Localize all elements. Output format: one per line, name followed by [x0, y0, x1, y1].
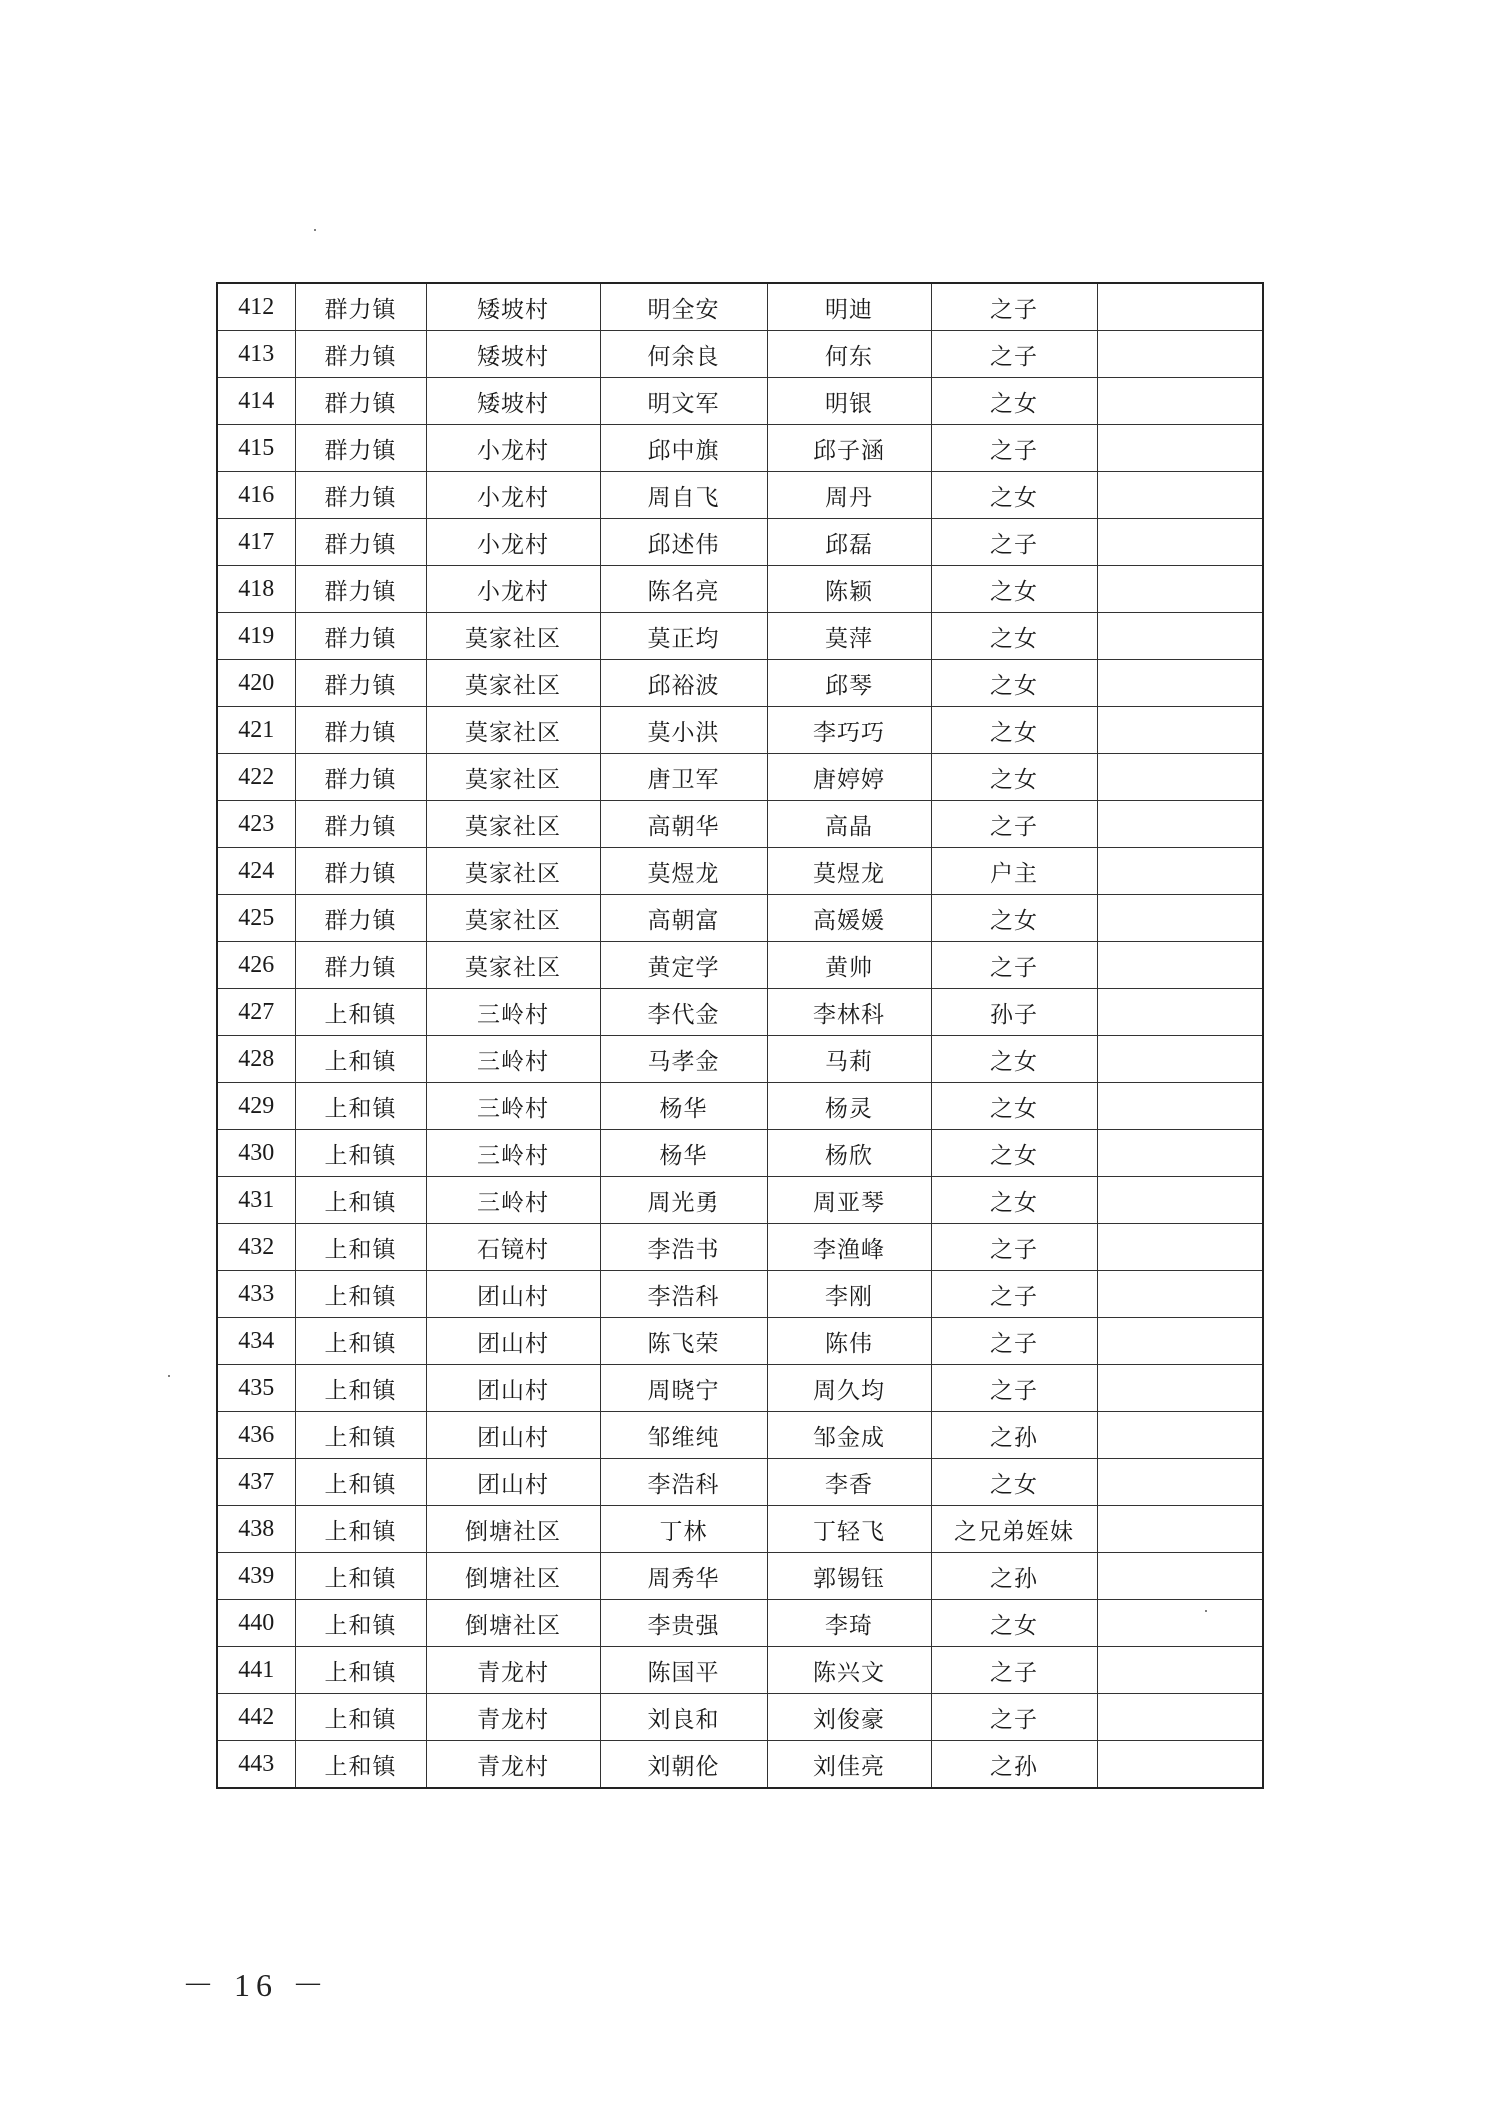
cell-town: 群力镇 — [295, 848, 426, 895]
cell-town: 上和镇 — [295, 1036, 426, 1083]
cell-town: 群力镇 — [295, 613, 426, 660]
table-row — [217, 378, 1263, 425]
cell-village: 青龙村 — [426, 1647, 600, 1694]
cell-row-number: 416 — [217, 472, 295, 519]
cell-remark — [1097, 1036, 1263, 1083]
cell-village: 团山村 — [426, 1412, 600, 1459]
cell-household-head: 李贵强 — [600, 1600, 767, 1647]
table-row — [217, 1412, 1263, 1459]
cell-relation: 之女 — [931, 613, 1097, 660]
table-row — [217, 566, 1263, 613]
cell-household-head: 李代金 — [600, 989, 767, 1036]
cell-relation: 之女 — [931, 754, 1097, 801]
cell-village: 青龙村 — [426, 1694, 600, 1741]
cell-member-name: 高媛媛 — [767, 895, 931, 942]
cell-remark — [1097, 1647, 1263, 1694]
cell-town: 上和镇 — [295, 1647, 426, 1694]
cell-member-name: 邱琴 — [767, 660, 931, 707]
cell-town: 群力镇 — [295, 754, 426, 801]
cell-row-number: 412 — [217, 283, 295, 331]
table-row — [217, 1600, 1263, 1647]
cell-remark — [1097, 1506, 1263, 1553]
cell-relation: 之子 — [931, 1365, 1097, 1412]
cell-remark — [1097, 1271, 1263, 1318]
cell-household-head: 何余良 — [600, 331, 767, 378]
cell-row-number: 439 — [217, 1553, 295, 1600]
cell-household-head: 邱述伟 — [600, 519, 767, 566]
cell-town: 上和镇 — [295, 1553, 426, 1600]
cell-remark — [1097, 1741, 1263, 1789]
table-row — [217, 707, 1263, 754]
cell-remark — [1097, 1083, 1263, 1130]
table-row — [217, 989, 1263, 1036]
cell-row-number: 434 — [217, 1318, 295, 1365]
cell-town: 群力镇 — [295, 895, 426, 942]
table-row — [217, 1459, 1263, 1506]
cell-village: 倒塘社区 — [426, 1506, 600, 1553]
cell-row-number: 415 — [217, 425, 295, 472]
cell-member-name: 杨欣 — [767, 1130, 931, 1177]
cell-household-head: 杨华 — [600, 1130, 767, 1177]
cell-row-number: 419 — [217, 613, 295, 660]
cell-relation: 之女 — [931, 1459, 1097, 1506]
cell-row-number: 417 — [217, 519, 295, 566]
cell-household-head: 周秀华 — [600, 1553, 767, 1600]
cell-village: 团山村 — [426, 1365, 600, 1412]
cell-household-head: 刘朝伦 — [600, 1741, 767, 1789]
cell-relation: 之女 — [931, 1036, 1097, 1083]
table-row — [217, 801, 1263, 848]
cell-village: 团山村 — [426, 1459, 600, 1506]
cell-town: 群力镇 — [295, 801, 426, 848]
cell-household-head: 陈国平 — [600, 1647, 767, 1694]
cell-row-number: 425 — [217, 895, 295, 942]
cell-relation: 之子 — [931, 331, 1097, 378]
cell-household-head: 李浩科 — [600, 1271, 767, 1318]
cell-row-number: 442 — [217, 1694, 295, 1741]
cell-household-head: 马孝金 — [600, 1036, 767, 1083]
cell-relation: 之孙 — [931, 1553, 1097, 1600]
cell-household-head: 陈飞荣 — [600, 1318, 767, 1365]
cell-member-name: 刘俊豪 — [767, 1694, 931, 1741]
cell-row-number: 426 — [217, 942, 295, 989]
cell-village: 矮坡村 — [426, 283, 600, 331]
cell-relation: 之女 — [931, 707, 1097, 754]
cell-household-head: 丁林 — [600, 1506, 767, 1553]
cell-town: 群力镇 — [295, 519, 426, 566]
cell-row-number: 421 — [217, 707, 295, 754]
scan-speck — [168, 1375, 170, 1377]
cell-row-number: 422 — [217, 754, 295, 801]
cell-town: 上和镇 — [295, 989, 426, 1036]
cell-member-name: 李香 — [767, 1459, 931, 1506]
table-row — [217, 1177, 1263, 1224]
cell-row-number: 435 — [217, 1365, 295, 1412]
cell-town: 上和镇 — [295, 1177, 426, 1224]
cell-village: 三岭村 — [426, 989, 600, 1036]
cell-town: 上和镇 — [295, 1412, 426, 1459]
cell-village: 小龙村 — [426, 519, 600, 566]
cell-member-name: 唐婷婷 — [767, 754, 931, 801]
cell-member-name: 李刚 — [767, 1271, 931, 1318]
cell-member-name: 杨灵 — [767, 1083, 931, 1130]
cell-remark — [1097, 331, 1263, 378]
cell-relation: 之女 — [931, 472, 1097, 519]
cell-member-name: 邱磊 — [767, 519, 931, 566]
cell-village: 三岭村 — [426, 1130, 600, 1177]
cell-row-number: 420 — [217, 660, 295, 707]
cell-village: 莫家社区 — [426, 801, 600, 848]
cell-remark — [1097, 801, 1263, 848]
cell-remark — [1097, 707, 1263, 754]
cell-household-head: 高朝富 — [600, 895, 767, 942]
cell-member-name: 明银 — [767, 378, 931, 425]
cell-member-name: 明迪 — [767, 283, 931, 331]
cell-remark — [1097, 613, 1263, 660]
cell-row-number: 437 — [217, 1459, 295, 1506]
table-row — [217, 1506, 1263, 1553]
cell-household-head: 周自飞 — [600, 472, 767, 519]
cell-member-name: 莫萍 — [767, 613, 931, 660]
page-number: － 16 － — [182, 1967, 331, 2003]
table-row — [217, 942, 1263, 989]
cell-row-number: 423 — [217, 801, 295, 848]
cell-member-name: 陈颖 — [767, 566, 931, 613]
cell-row-number: 443 — [217, 1741, 295, 1789]
cell-village: 青龙村 — [426, 1741, 600, 1789]
cell-household-head: 李浩科 — [600, 1459, 767, 1506]
cell-town: 上和镇 — [295, 1600, 426, 1647]
table-row — [217, 1083, 1263, 1130]
cell-member-name: 李巧巧 — [767, 707, 931, 754]
cell-remark — [1097, 425, 1263, 472]
cell-row-number: 430 — [217, 1130, 295, 1177]
cell-household-head: 刘良和 — [600, 1694, 767, 1741]
cell-household-head: 杨华 — [600, 1083, 767, 1130]
cell-relation: 之子 — [931, 1271, 1097, 1318]
cell-row-number: 427 — [217, 989, 295, 1036]
table-row — [217, 283, 1263, 331]
cell-relation: 之女 — [931, 1130, 1097, 1177]
cell-household-head: 李浩书 — [600, 1224, 767, 1271]
cell-remark — [1097, 754, 1263, 801]
cell-town: 群力镇 — [295, 283, 426, 331]
cell-household-head: 邱中旗 — [600, 425, 767, 472]
cell-relation: 之子 — [931, 801, 1097, 848]
cell-remark — [1097, 1177, 1263, 1224]
cell-relation: 之子 — [931, 283, 1097, 331]
cell-remark — [1097, 566, 1263, 613]
table-row — [217, 1224, 1263, 1271]
cell-household-head: 莫小洪 — [600, 707, 767, 754]
roster-body — [217, 283, 1263, 1788]
cell-remark — [1097, 472, 1263, 519]
cell-remark — [1097, 1600, 1263, 1647]
cell-village: 矮坡村 — [426, 331, 600, 378]
cell-relation: 之子 — [931, 425, 1097, 472]
scan-speck — [314, 229, 316, 231]
cell-town: 上和镇 — [295, 1271, 426, 1318]
cell-member-name: 李渔峰 — [767, 1224, 931, 1271]
cell-village: 石镜村 — [426, 1224, 600, 1271]
cell-household-head: 莫煜龙 — [600, 848, 767, 895]
cell-member-name: 何东 — [767, 331, 931, 378]
cell-village: 莫家社区 — [426, 613, 600, 660]
table-row — [217, 519, 1263, 566]
cell-remark — [1097, 942, 1263, 989]
cell-relation: 之女 — [931, 378, 1097, 425]
cell-row-number: 441 — [217, 1647, 295, 1694]
cell-household-head: 莫正均 — [600, 613, 767, 660]
cell-remark — [1097, 1412, 1263, 1459]
cell-relation: 孙子 — [931, 989, 1097, 1036]
cell-village: 小龙村 — [426, 425, 600, 472]
table-row — [217, 754, 1263, 801]
cell-remark — [1097, 660, 1263, 707]
table-row — [217, 472, 1263, 519]
cell-relation: 之孙 — [931, 1412, 1097, 1459]
cell-household-head: 陈名亮 — [600, 566, 767, 613]
cell-member-name: 高晶 — [767, 801, 931, 848]
cell-town: 上和镇 — [295, 1083, 426, 1130]
cell-row-number: 432 — [217, 1224, 295, 1271]
cell-town: 上和镇 — [295, 1741, 426, 1789]
cell-village: 倒塘社区 — [426, 1600, 600, 1647]
cell-household-head: 明文军 — [600, 378, 767, 425]
cell-member-name: 刘佳亮 — [767, 1741, 931, 1789]
cell-village: 三岭村 — [426, 1036, 600, 1083]
cell-remark — [1097, 848, 1263, 895]
cell-member-name: 周亚琴 — [767, 1177, 931, 1224]
table-row — [217, 1741, 1263, 1789]
cell-remark — [1097, 1553, 1263, 1600]
cell-village: 团山村 — [426, 1318, 600, 1365]
cell-remark — [1097, 283, 1263, 331]
cell-member-name: 邹金成 — [767, 1412, 931, 1459]
cell-village: 三岭村 — [426, 1177, 600, 1224]
cell-row-number: 418 — [217, 566, 295, 613]
cell-town: 上和镇 — [295, 1459, 426, 1506]
table-row — [217, 1553, 1263, 1600]
cell-town: 群力镇 — [295, 425, 426, 472]
cell-member-name: 周久均 — [767, 1365, 931, 1412]
table-row — [217, 613, 1263, 660]
cell-row-number: 429 — [217, 1083, 295, 1130]
cell-village: 小龙村 — [426, 566, 600, 613]
cell-member-name: 郭锡钰 — [767, 1553, 931, 1600]
cell-relation: 之子 — [931, 1224, 1097, 1271]
cell-village: 倒塘社区 — [426, 1553, 600, 1600]
table-row — [217, 660, 1263, 707]
cell-village: 莫家社区 — [426, 942, 600, 989]
cell-village: 莫家社区 — [426, 895, 600, 942]
cell-member-name: 马莉 — [767, 1036, 931, 1083]
cell-row-number: 424 — [217, 848, 295, 895]
cell-member-name: 陈兴文 — [767, 1647, 931, 1694]
cell-row-number: 438 — [217, 1506, 295, 1553]
table-row — [217, 1130, 1263, 1177]
cell-relation: 之子 — [931, 1647, 1097, 1694]
cell-relation: 之女 — [931, 566, 1097, 613]
table-row — [217, 1694, 1263, 1741]
table-row — [217, 895, 1263, 942]
cell-village: 莫家社区 — [426, 848, 600, 895]
table-row — [217, 1365, 1263, 1412]
cell-row-number: 436 — [217, 1412, 295, 1459]
cell-member-name: 邱子涵 — [767, 425, 931, 472]
cell-member-name: 丁轻飞 — [767, 1506, 931, 1553]
cell-town: 群力镇 — [295, 707, 426, 754]
cell-remark — [1097, 378, 1263, 425]
cell-relation: 之孙 — [931, 1741, 1097, 1789]
cell-member-name: 莫煜龙 — [767, 848, 931, 895]
cell-town: 群力镇 — [295, 942, 426, 989]
cell-town: 群力镇 — [295, 566, 426, 613]
cell-town: 上和镇 — [295, 1130, 426, 1177]
cell-town: 上和镇 — [295, 1318, 426, 1365]
cell-member-name: 李林科 — [767, 989, 931, 1036]
table-row — [217, 1318, 1263, 1365]
cell-member-name: 周丹 — [767, 472, 931, 519]
cell-village: 莫家社区 — [426, 660, 600, 707]
cell-member-name: 陈伟 — [767, 1318, 931, 1365]
cell-town: 群力镇 — [295, 331, 426, 378]
cell-relation: 之子 — [931, 519, 1097, 566]
cell-town: 群力镇 — [295, 378, 426, 425]
cell-household-head: 唐卫军 — [600, 754, 767, 801]
roster-table — [216, 282, 1264, 1789]
cell-remark — [1097, 1365, 1263, 1412]
cell-relation: 之女 — [931, 1177, 1097, 1224]
cell-town: 上和镇 — [295, 1224, 426, 1271]
cell-household-head: 邱裕波 — [600, 660, 767, 707]
cell-remark — [1097, 895, 1263, 942]
cell-row-number: 428 — [217, 1036, 295, 1083]
cell-remark — [1097, 1224, 1263, 1271]
cell-remark — [1097, 989, 1263, 1036]
table-row — [217, 331, 1263, 378]
table-row — [217, 1036, 1263, 1083]
cell-household-head: 明全安 — [600, 283, 767, 331]
table-row — [217, 425, 1263, 472]
cell-member-name: 黄帅 — [767, 942, 931, 989]
cell-village: 莫家社区 — [426, 707, 600, 754]
cell-relation: 之子 — [931, 1318, 1097, 1365]
cell-row-number: 431 — [217, 1177, 295, 1224]
table-row — [217, 1647, 1263, 1694]
cell-town: 上和镇 — [295, 1694, 426, 1741]
cell-relation: 户主 — [931, 848, 1097, 895]
table-row — [217, 848, 1263, 895]
cell-relation: 之女 — [931, 895, 1097, 942]
cell-relation: 之子 — [931, 1694, 1097, 1741]
cell-row-number: 433 — [217, 1271, 295, 1318]
cell-village: 团山村 — [426, 1271, 600, 1318]
cell-remark — [1097, 1318, 1263, 1365]
cell-town: 上和镇 — [295, 1506, 426, 1553]
cell-remark — [1097, 1694, 1263, 1741]
cell-village: 三岭村 — [426, 1083, 600, 1130]
cell-relation: 之女 — [931, 1600, 1097, 1647]
cell-town: 上和镇 — [295, 1365, 426, 1412]
cell-village: 莫家社区 — [426, 754, 600, 801]
cell-relation: 之女 — [931, 660, 1097, 707]
cell-remark — [1097, 1130, 1263, 1177]
cell-household-head: 高朝华 — [600, 801, 767, 848]
table-row — [217, 1271, 1263, 1318]
cell-row-number: 440 — [217, 1600, 295, 1647]
cell-member-name: 李琦 — [767, 1600, 931, 1647]
cell-town: 群力镇 — [295, 660, 426, 707]
cell-relation: 之女 — [931, 1083, 1097, 1130]
cell-town: 群力镇 — [295, 472, 426, 519]
cell-village: 小龙村 — [426, 472, 600, 519]
cell-household-head: 邹维纯 — [600, 1412, 767, 1459]
cell-relation: 之子 — [931, 942, 1097, 989]
cell-remark — [1097, 1459, 1263, 1506]
cell-household-head: 黄定学 — [600, 942, 767, 989]
cell-relation: 之兄弟姪妹 — [931, 1506, 1097, 1553]
cell-household-head: 周晓宁 — [600, 1365, 767, 1412]
cell-household-head: 周光勇 — [600, 1177, 767, 1224]
cell-village: 矮坡村 — [426, 378, 600, 425]
cell-row-number: 414 — [217, 378, 295, 425]
cell-row-number: 413 — [217, 331, 295, 378]
cell-remark — [1097, 519, 1263, 566]
